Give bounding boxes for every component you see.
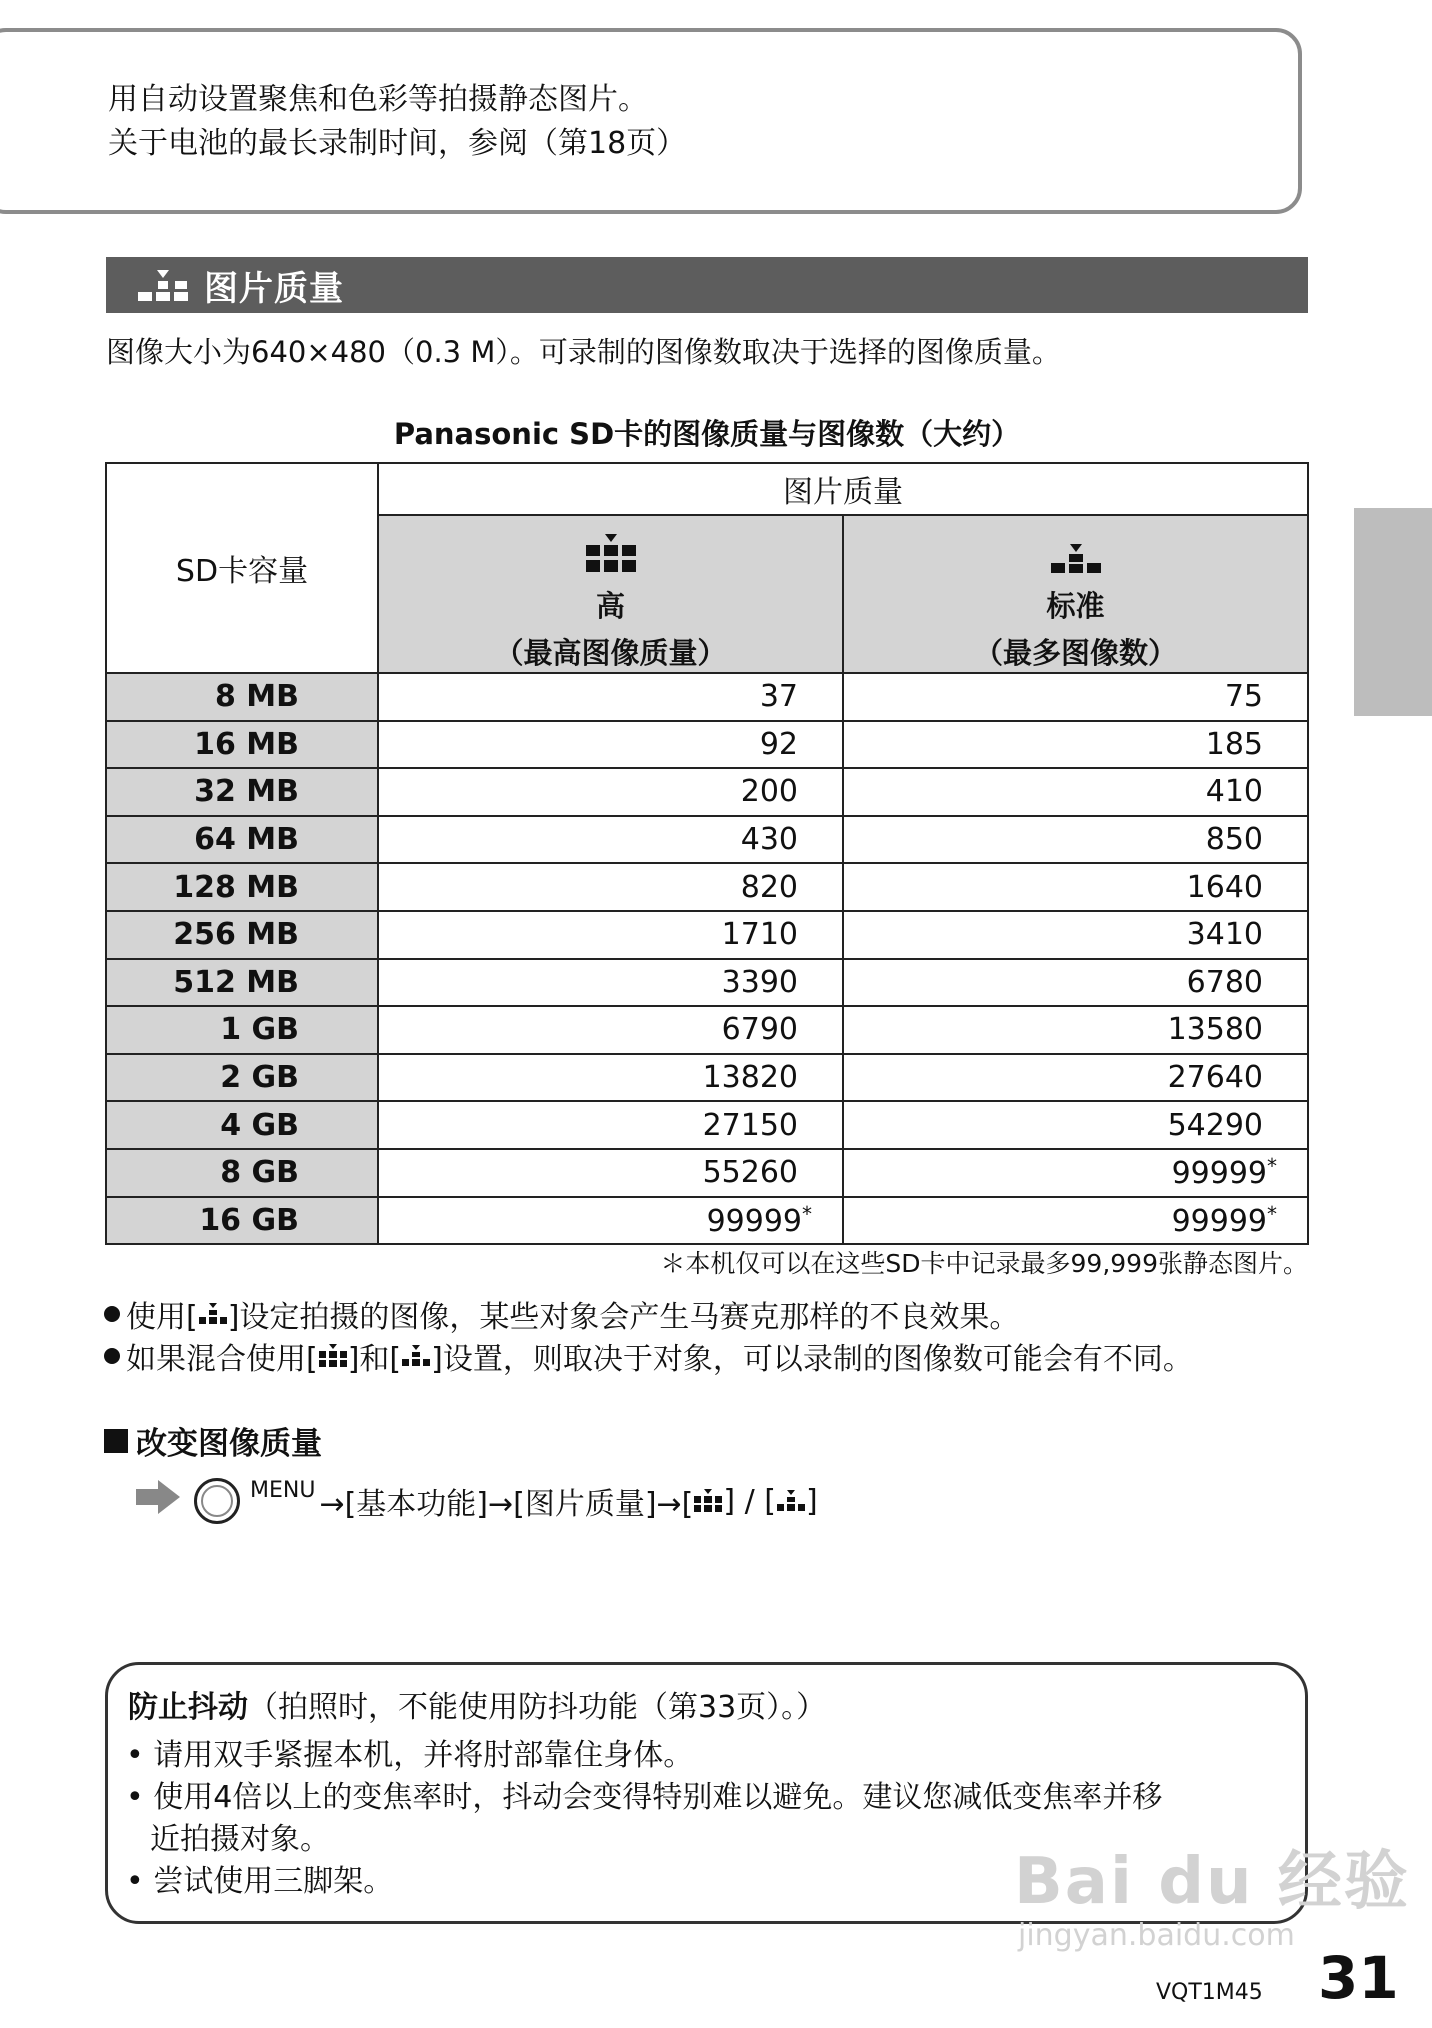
capacity-cell: 32 MB xyxy=(106,768,378,816)
column-high xyxy=(378,515,843,673)
capacity-cell: 16 MB xyxy=(106,721,378,769)
tip-item-text: 请用双手紧握本机，并将肘部靠住身体。 xyxy=(153,1738,694,1773)
square-bullet-icon xyxy=(104,1429,128,1453)
standard-count-cell: 410 xyxy=(843,768,1308,816)
tip-title-note: （拍照时，不能使用防抖功能（第33页）。） xyxy=(248,1690,827,1725)
capacity-cell: 64 MB xyxy=(106,816,378,864)
bullet-2-mid: ]和[ xyxy=(347,1342,402,1377)
high-count-cell: 1710 xyxy=(378,911,843,959)
tip-item xyxy=(126,1772,1162,1816)
side-tab xyxy=(1354,508,1432,716)
bullet-dot-icon xyxy=(104,1306,120,1322)
table-row xyxy=(106,673,1308,721)
tip-bullet: • xyxy=(126,1738,144,1773)
high-count-cell: 820 xyxy=(378,863,843,911)
table-row xyxy=(106,721,1308,769)
high-count-cell: 6790 xyxy=(378,1006,843,1054)
table-row xyxy=(106,1006,1308,1054)
table-row xyxy=(106,1197,1308,1245)
standard-count-cell xyxy=(843,1197,1308,1245)
column-standard-label: 标准 xyxy=(1046,589,1105,623)
table-row xyxy=(106,1054,1308,1102)
tip-item xyxy=(126,1856,393,1900)
bullet-dot-icon xyxy=(104,1348,120,1364)
standard-count-cell: 3410 xyxy=(843,911,1308,959)
standard-count-cell: 850 xyxy=(843,816,1308,864)
high-count-cell: 27150 xyxy=(378,1101,843,1149)
section-header xyxy=(106,257,1308,313)
watermark-url: jingyan.baidu.com xyxy=(1018,1918,1295,1953)
high-count-cell: 55260 xyxy=(378,1149,843,1197)
intro-line-2: 关于电池的最长录制时间，参阅（第18页） xyxy=(108,126,687,161)
change-quality-title: 改变图像质量 xyxy=(136,1426,322,1462)
standard-count: 99999 xyxy=(1171,1203,1267,1239)
capacity-cell: 128 MB xyxy=(106,863,378,911)
tip-item-text: 使用4倍以上的变焦率时，抖动会变得特别难以避免。建议您减低变焦率并移 xyxy=(153,1780,1163,1815)
section-title: 图片质量 xyxy=(204,268,344,309)
standard-count-cell: 185 xyxy=(843,721,1308,769)
capacity-cell: 8 MB xyxy=(106,673,378,721)
picture-quality-icon xyxy=(138,268,190,302)
quality-standard-icon xyxy=(844,530,1307,574)
standard-count-cell: 27640 xyxy=(843,1054,1308,1102)
table-row xyxy=(106,1149,1308,1197)
quality-table xyxy=(105,462,1309,1245)
quality-standard-icon xyxy=(777,1490,805,1512)
capacity-header: SD卡容量 xyxy=(106,463,378,673)
tip-title: 防止抖动 xyxy=(128,1690,248,1725)
high-count-cell: 37 xyxy=(378,673,843,721)
menu-button-icon xyxy=(194,1478,240,1524)
standard-count-cell: 13580 xyxy=(843,1006,1308,1054)
intro-line-1: 用自动设置聚焦和色彩等拍摄静态图片。 xyxy=(108,82,648,117)
bullet-1-post: ]设定拍摄的图像，某些对象会产生马赛克那样的不良效果。 xyxy=(227,1300,1020,1335)
table-row xyxy=(106,768,1308,816)
quality-header: 图片质量 xyxy=(378,463,1308,515)
quality-table-wrap xyxy=(105,462,1309,1245)
bullet-1-pre: 使用[ xyxy=(126,1300,198,1335)
capacity-cell: 1 GB xyxy=(106,1006,378,1054)
high-count-cell: 430 xyxy=(378,816,843,864)
column-high-label: 高 xyxy=(595,589,625,623)
high-count-cell: 200 xyxy=(378,768,843,816)
bullet-mixed-settings xyxy=(104,1334,1193,1378)
standard-count-cell: 6780 xyxy=(843,959,1308,1007)
quality-high-icon xyxy=(379,530,842,574)
page-number: 31 xyxy=(1318,1944,1399,2012)
tip-item xyxy=(126,1730,693,1774)
capacity-cell: 2 GB xyxy=(106,1054,378,1102)
table-row xyxy=(106,863,1308,911)
tip-title-line xyxy=(128,1682,826,1726)
table-row xyxy=(106,1101,1308,1149)
intro-box xyxy=(0,28,1302,214)
quality-high-icon xyxy=(694,1489,722,1513)
footnote-mark: * xyxy=(802,1201,812,1226)
bullet-standard-effect xyxy=(104,1292,1019,1336)
standard-count: 99999 xyxy=(1171,1156,1267,1192)
standard-count-cell: 1640 xyxy=(843,863,1308,911)
menu-path-text: →[基本功能]→[图片质量]→[ xyxy=(319,1487,694,1522)
tip-item-continued: 近拍摄对象。 xyxy=(150,1822,330,1857)
quality-high-icon xyxy=(319,1344,347,1368)
quality-standard-icon xyxy=(402,1345,430,1367)
table-footnote: ＊本机仅可以在这些SD卡中记录最多99,999张静态图片。 xyxy=(660,1249,1308,1278)
table-row xyxy=(106,816,1308,864)
bullet-2-pre: 如果混合使用[ xyxy=(126,1342,318,1377)
standard-count-cell xyxy=(843,1149,1308,1197)
menu-path xyxy=(136,1478,818,1524)
table-row xyxy=(106,959,1308,1007)
high-count: 99999 xyxy=(706,1203,802,1239)
table-row xyxy=(106,911,1308,959)
high-count-cell xyxy=(378,1197,843,1245)
capacity-cell: 16 GB xyxy=(106,1197,378,1245)
standard-count-cell: 75 xyxy=(843,673,1308,721)
bullet-2-post: ]设置，则取决于对象，可以录制的图像数可能会有不同。 xyxy=(431,1342,1193,1377)
high-count-cell: 13820 xyxy=(378,1054,843,1102)
column-high-sublabel: （最高图像质量） xyxy=(494,636,727,670)
capacity-cell: 4 GB xyxy=(106,1101,378,1149)
footnote-mark: * xyxy=(1267,1201,1277,1226)
column-standard xyxy=(843,515,1308,673)
capacity-cell: 512 MB xyxy=(106,959,378,1007)
menu-label: MENU xyxy=(250,1478,316,1503)
model-code: VQT1M45 xyxy=(1156,1980,1263,2005)
menu-path-separator: ] / [ xyxy=(723,1483,776,1519)
watermark: Bai du 经验 xyxy=(1014,1845,1410,1919)
tip-item-text: 尝试使用三脚架。 xyxy=(153,1864,394,1899)
section-description: 图像大小为640×480（0.3 M）。可录制的图像数取决于选择的图像质量。 xyxy=(106,335,1061,369)
table-caption: Panasonic SD卡的图像质量与图像数（大约） xyxy=(393,417,1021,451)
menu-path-end: ] xyxy=(805,1483,818,1519)
standard-count-cell: 54290 xyxy=(843,1101,1308,1149)
capacity-cell: 8 GB xyxy=(106,1149,378,1197)
high-count-cell: 92 xyxy=(378,721,843,769)
column-standard-sublabel: （最多图像数） xyxy=(973,636,1177,670)
quality-standard-icon xyxy=(199,1303,227,1325)
arrow-right-icon xyxy=(136,1480,180,1522)
tip-bullet: • xyxy=(126,1780,144,1815)
high-count-cell: 3390 xyxy=(378,959,843,1007)
change-quality-heading xyxy=(104,1418,322,1463)
capacity-cell: 256 MB xyxy=(106,911,378,959)
tip-bullet: • xyxy=(126,1864,144,1899)
footnote-mark: * xyxy=(1267,1154,1277,1179)
